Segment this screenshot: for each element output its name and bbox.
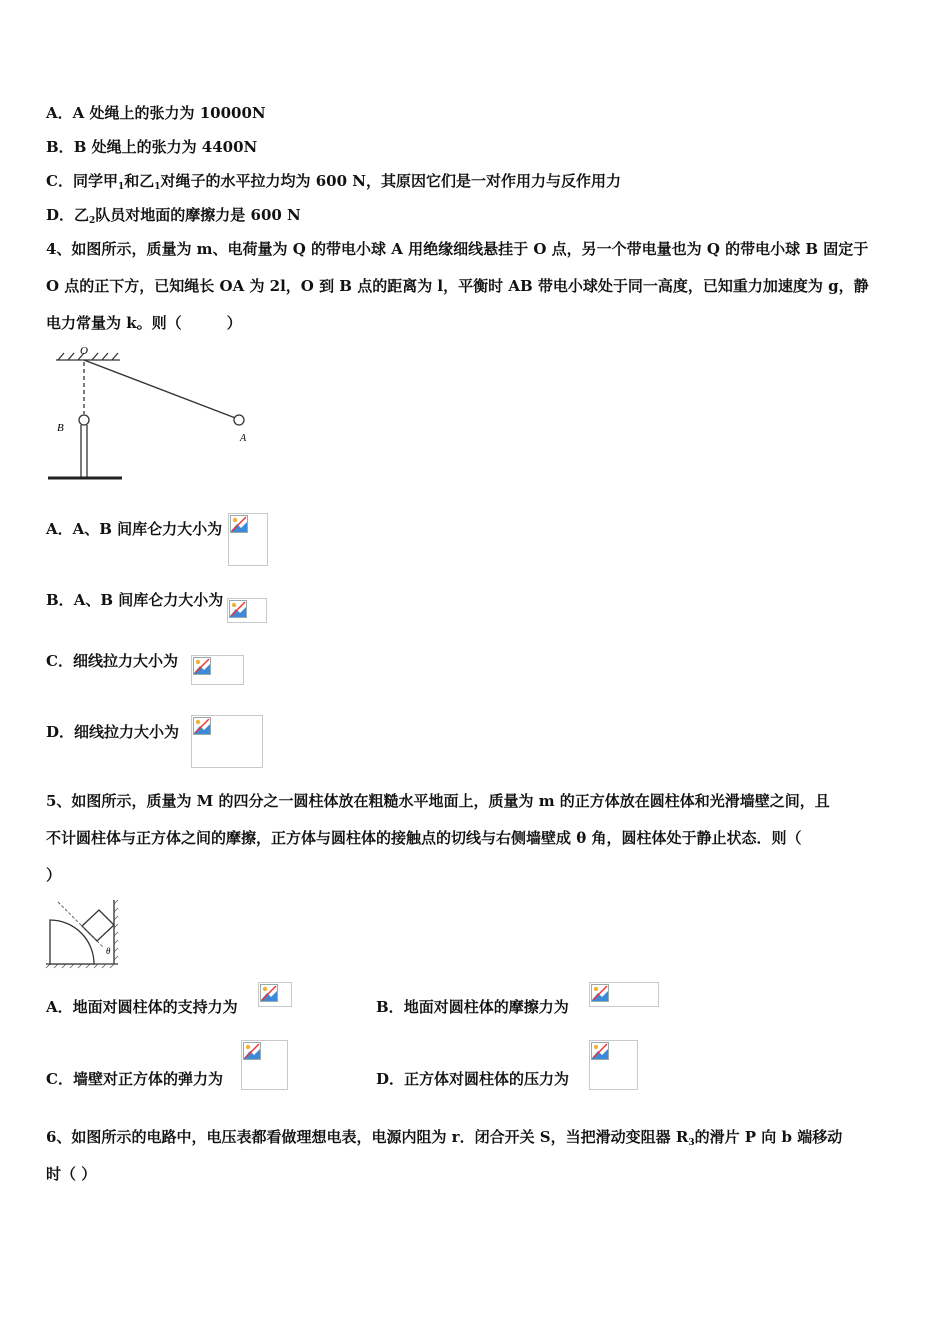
broken-image-icon	[230, 515, 248, 533]
q4-option-d: D．细线拉力大小为	[46, 723, 180, 741]
ball-a	[234, 415, 244, 425]
q6-stem-line1: 6、如图所示的电路中，电压表都看做理想电表，电源内阻为 r．闭合开关 S，当把滑动变阻器 $R_3$的滑片 P 向 b 端移动	[46, 1128, 843, 1148]
ceiling-hatch	[56, 353, 120, 360]
q5-option-a-image	[258, 982, 292, 1007]
label-b: B	[57, 422, 64, 434]
q5-option-a: A．地面对圆柱体的支持力为	[46, 998, 238, 1016]
q5-option-c-image	[241, 1040, 288, 1090]
q5-stem-line2: 不计圆柱体与正方体之间的摩擦，正方体与圆柱体的接触点的切线与右侧墙壁成 θ 角，圆柱体处于静止状态．则（	[46, 829, 802, 847]
broken-image-icon	[229, 600, 247, 618]
q4-option-b-image	[227, 598, 267, 623]
q3-option-c: C．同学甲$_1$和乙$_1$对绳子的水平拉力均为 600 N，其原因它们是一对作用力与反作用力	[46, 172, 621, 192]
broken-image-icon	[260, 984, 278, 1002]
broken-image-icon	[193, 717, 211, 735]
q3-option-b: B．B 处绳上的张力为 4400N	[46, 138, 258, 156]
q4-option-d-image	[191, 715, 263, 768]
q5-stem-line1: 5、如图所示，质量为 M 的四分之一圆柱体放在粗糙水平地面上，质量为 m 的正方体放在圆柱体和光滑墙壁之间，且	[46, 792, 830, 810]
q5-option-b-image	[589, 982, 659, 1007]
q4-option-c: C．细线拉力大小为	[46, 652, 178, 670]
string-oa	[84, 360, 238, 419]
q4-option-a: A．A、B 间库仑力大小为	[46, 520, 223, 538]
q4-pendulum-figure	[44, 344, 259, 484]
ball-b	[79, 415, 89, 425]
q5-option-d: D．正方体对圆柱体的压力为	[376, 1070, 570, 1088]
q5-stem-line3: ）	[46, 866, 62, 884]
q4-stem-line3: 电力常量为 k。则（ ）	[46, 314, 242, 332]
broken-image-icon	[243, 1042, 261, 1060]
q5-option-d-image	[589, 1040, 638, 1090]
broken-image-icon	[591, 1042, 609, 1060]
cube	[82, 910, 114, 941]
q5-option-c: C．墙壁对正方体的弹力为	[46, 1070, 223, 1088]
label-o: O	[80, 345, 88, 357]
q4-option-a-image	[228, 513, 268, 566]
q6-stem-line2: 时（ ）	[46, 1165, 97, 1183]
q4-stem-line1: 4、如图所示，质量为 m、电荷量为 Q 的带电小球 A 用绝缘细线悬挂于 O 点，另一个带电量也为 Q 的带电小球 B 固定于	[46, 240, 869, 258]
label-a: A	[240, 433, 247, 444]
label-theta: θ	[106, 946, 111, 956]
q3-option-d: D．乙$_2$队员对地面的摩擦力是 600 N	[46, 206, 301, 226]
q4-stem-line2: O 点的正下方，已知绳长 OA 为 2l，O 到 B 点的距离为 l，平衡时 AB 带电小球处于同一高度，已知重力加速度为 g，静	[46, 277, 869, 295]
q4-option-b: B．A、B 间库仑力大小为	[46, 591, 224, 609]
q3-option-a: A．A 处绳上的张力为 10000N	[46, 104, 266, 122]
broken-image-icon	[591, 984, 609, 1002]
q4-option-c-image	[191, 655, 244, 685]
q5-cylinder-figure	[44, 896, 124, 970]
q5-option-b: B．地面对圆柱体的摩擦力为	[376, 998, 569, 1016]
broken-image-icon	[193, 657, 211, 675]
